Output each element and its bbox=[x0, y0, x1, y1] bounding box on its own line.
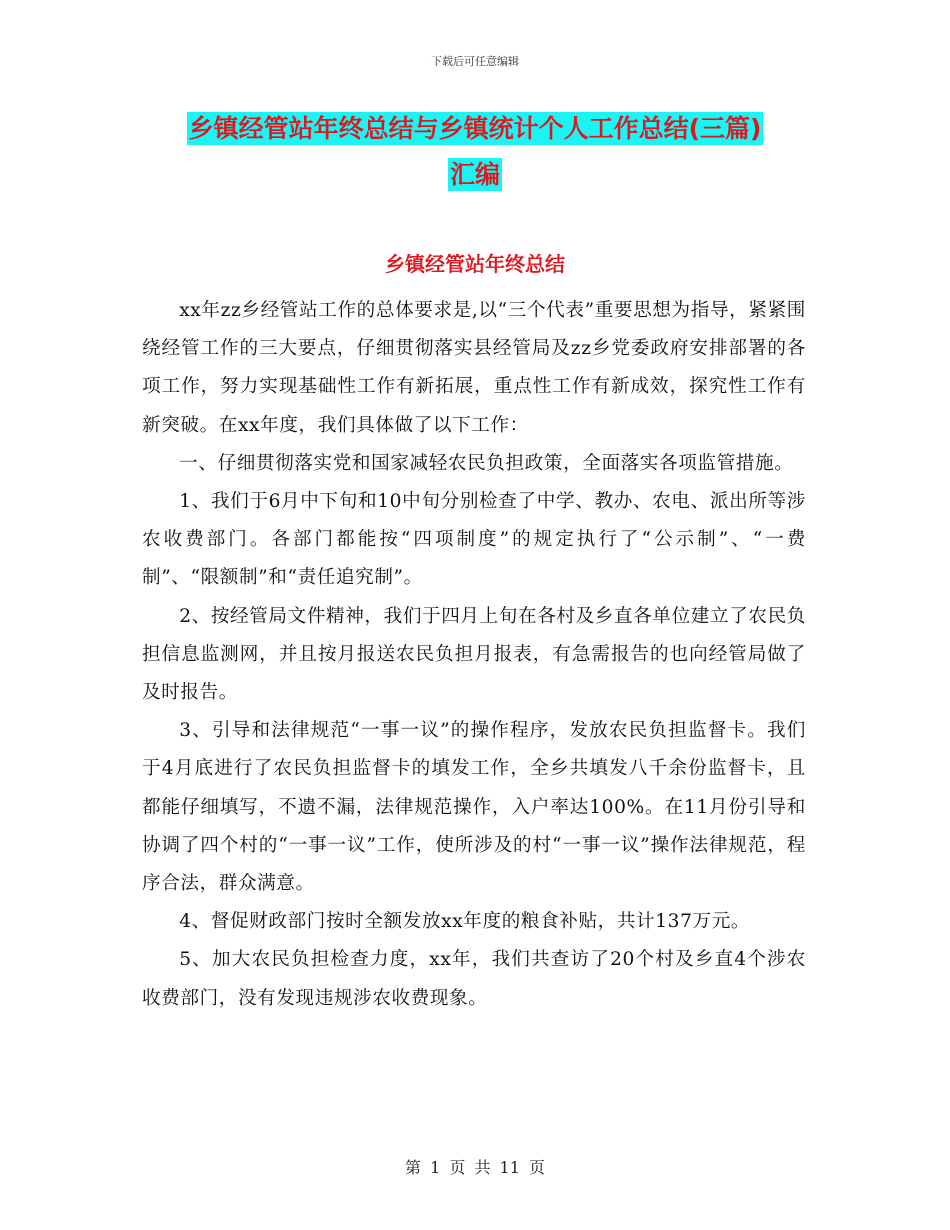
page-footer: 第 1 页 共 11 页 bbox=[405, 1158, 545, 1177]
paragraph: 一、仔细贯彻落实党和国家减轻农民负担政策，全面落实各项监管措施。 bbox=[179, 452, 794, 474]
paragraph: 5、加大农民负担检查力度，xx年，我们共查访了20个村及乡直4个涉农收费部门，没有发现违规涉农收费现象。 bbox=[142, 949, 806, 1009]
paragraph: 3、引导和法律规范“一事一议”的操作程序，发放农民负担监督卡。我们于4月底进行了农民负担监督卡的填发工作，全乡共填发八千余份监督卡，且都能仔细填写，不遗不漏，法律规范操作，入户率达100%。在11月份引导和协调了四个村的“一事一议”工作，使所涉及的村“一事一议”操作法律规范，程序合法，群众满意。 bbox=[142, 720, 806, 895]
header-note: 下载后可任意编辑 bbox=[431, 55, 519, 68]
paragraph: 4、督促财政部门按时全额发放xx年度的粮食补贴，共计137万元。 bbox=[179, 911, 751, 933]
section-title: 乡镇经管站年终总结 bbox=[385, 252, 565, 276]
body-text bbox=[142, 292, 806, 1018]
paragraph: xx年zz乡经管站工作的总体要求是,以“三个代表”重要思想为指导，紧紧围绕经管工作的三大要点，仔细贯彻落实县经管局及zz乡党委政府安排部署的各项工作，努力实现基础性工作有新拓展，重点性工作有新成效，探究性工作有新突破。在xx年度，我们具体做了以下工作： bbox=[142, 300, 806, 436]
paragraph: 1、我们于6月中下旬和10中旬分别检查了中学、教办、农电、派出所等涉农收费部门。各部门都能按“四项制度”的规定执行了“公示制”、“一费制”、“限额制”和“责任追究制”。 bbox=[142, 491, 806, 589]
document-title bbox=[150, 106, 800, 198]
paragraph: 2、按经管局文件精神，我们于四月上旬在各村及乡直各单位建立了农民负担信息监测网，并且按月报送农民负担月报表，有急需报告的也向经管局做了及时报告。 bbox=[142, 605, 806, 704]
document-title-line-1: 乡镇经管站年终总结与乡镇统计个人工作总结(三篇) bbox=[188, 114, 762, 143]
document-title-line-2: 汇编 bbox=[449, 160, 500, 189]
